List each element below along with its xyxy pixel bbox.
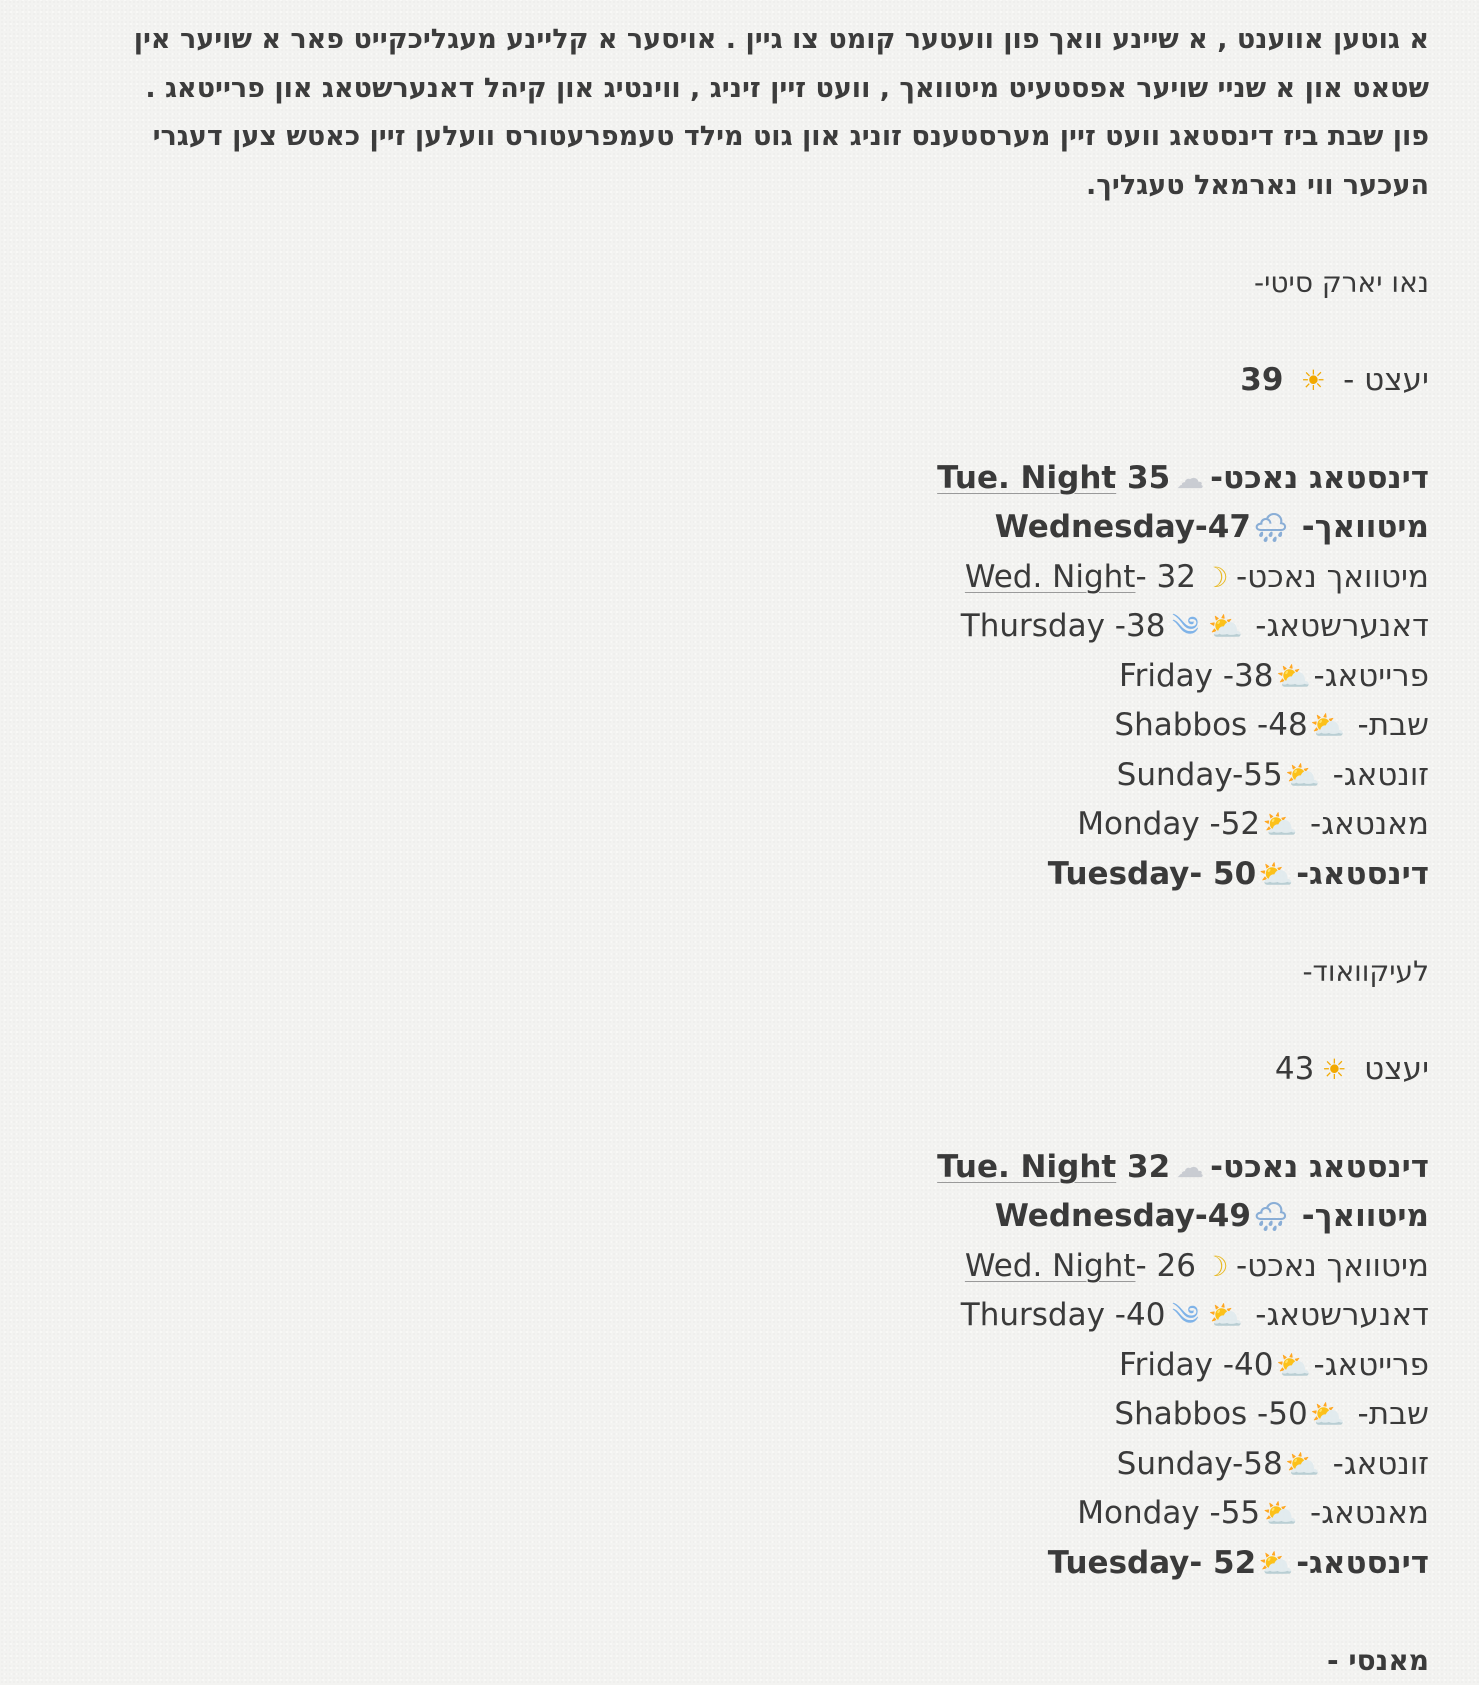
day-english: [937, 1149, 1170, 1185]
forecast-row: [109, 1539, 1429, 1589]
wind-icon: ༄: [1165, 603, 1205, 652]
day-english: [937, 460, 1170, 496]
partly-sunny-icon: ⛅: [1256, 851, 1296, 900]
spacer: [109, 405, 1429, 454]
day-english: Monday -52: [1077, 806, 1260, 842]
day-hebrew: דינסטאג נאכט-: [1210, 460, 1429, 496]
moon-icon: ☽: [1196, 554, 1236, 603]
now-label: יעצט -: [1333, 362, 1429, 398]
partly-sunny-icon: ⛅: [1205, 1292, 1245, 1341]
day-english: Sunday-58: [1117, 1446, 1283, 1482]
day-english: Wednesday-49: [995, 1198, 1251, 1234]
cloud-icon: ☁: [1170, 455, 1210, 504]
spacer: [109, 1588, 1429, 1637]
day-english-temp: 35: [1116, 460, 1170, 496]
day-hebrew: מיטוואך-: [1291, 509, 1429, 545]
sun-icon: ☀: [1314, 1046, 1354, 1095]
day-english: Friday -38: [1119, 658, 1273, 694]
day-hebrew: דאנערשטאג-: [1245, 608, 1429, 644]
day-hebrew: פרייטאג-: [1313, 1347, 1429, 1383]
rain-cloud-icon: 🌧: [1251, 1193, 1291, 1242]
partly-sunny-icon: ⛅: [1273, 653, 1313, 702]
day-english: [965, 559, 1196, 595]
moon-icon: ☽: [1196, 1243, 1236, 1292]
day-hebrew: דינסטאג-: [1296, 1545, 1429, 1581]
day-english-link[interactable]: Wed. Night: [965, 1248, 1136, 1284]
day-english-link[interactable]: Tue. Night: [937, 460, 1116, 496]
partly-sunny-icon: ⛅: [1256, 1540, 1296, 1589]
forecast-row: [109, 1143, 1429, 1193]
cloud-icon: ☁: [1170, 1144, 1210, 1193]
partly-sunny-icon: ⛅: [1308, 1391, 1348, 1440]
partly-sunny-icon: ⛅: [1308, 702, 1348, 751]
current-conditions: [109, 1045, 1429, 1095]
day-hebrew: מיטוואך נאכט-: [1236, 1248, 1429, 1284]
day-hebrew: מאנטאג-: [1300, 806, 1429, 842]
partly-sunny-icon: ⛅: [1260, 801, 1300, 850]
day-english: Sunday-55: [1117, 757, 1283, 793]
forecast-row: [109, 1192, 1429, 1242]
partly-sunny-icon: ⛅: [1283, 752, 1323, 801]
forecast-row: [109, 1390, 1429, 1440]
day-hebrew: דינסטאג נאכט-: [1210, 1149, 1429, 1185]
spacer: [109, 210, 1429, 259]
day-hebrew: שבת-: [1348, 1396, 1429, 1432]
spacer: [109, 307, 1429, 356]
day-english: Wednesday-47: [995, 509, 1251, 545]
now-temp: 43: [1275, 1051, 1314, 1087]
day-hebrew: שבת-: [1348, 707, 1429, 743]
day-hebrew: דינסטאג-: [1296, 856, 1429, 892]
wind-icon: ༄: [1165, 1292, 1205, 1341]
day-english: Tuesday- 50: [1048, 856, 1256, 892]
partly-sunny-icon: ⛅: [1205, 603, 1245, 652]
day-english: Monday -55: [1077, 1495, 1260, 1531]
forecast-row: [109, 751, 1429, 801]
day-english: Tuesday- 52: [1048, 1545, 1256, 1581]
note-body[interactable]: [109, 16, 1429, 1685]
now-label: יעצט: [1354, 1051, 1429, 1087]
city-heading-monsey: מאנסי -: [109, 1637, 1429, 1685]
forecast-row: [109, 1489, 1429, 1539]
partly-sunny-icon: ⛅: [1273, 1342, 1313, 1391]
partly-sunny-icon: ⛅: [1283, 1441, 1323, 1490]
day-hebrew: מאנטאג-: [1300, 1495, 1429, 1531]
forecast-row: [109, 454, 1429, 504]
city-heading: נאו יארק סיטי-: [109, 259, 1429, 308]
day-english: Shabbos -48: [1114, 707, 1307, 743]
forecast-section-lakewood: [109, 948, 1429, 1589]
forecast-row: [109, 652, 1429, 702]
partly-sunny-icon: ⛅: [1260, 1490, 1300, 1539]
day-hebrew: דאנערשטאג-: [1245, 1297, 1429, 1333]
forecast-row: [109, 602, 1429, 652]
forecast-row: [109, 850, 1429, 900]
day-hebrew: פרייטאג-: [1313, 658, 1429, 694]
spacer: [109, 996, 1429, 1045]
rain-cloud-icon: 🌧: [1251, 504, 1291, 553]
day-english: Thursday -40: [961, 1297, 1166, 1333]
forecast-row: [109, 1440, 1429, 1490]
forecast-row: [109, 1242, 1429, 1292]
forecast-section-nyc: [109, 259, 1429, 900]
day-hebrew: זונטאג-: [1323, 1446, 1429, 1482]
day-english-temp: - 26: [1135, 1248, 1196, 1284]
forecast-row: [109, 503, 1429, 553]
current-conditions: [109, 356, 1429, 406]
day-hebrew: מיטוואך נאכט-: [1236, 559, 1429, 595]
intro-paragraph: א גוטען אווענט , א שיינע וואך פון וועטער קומט צו גיין . אויסער א קליינע מעגליכקייט פאר א שויער אין שטאט און א שניי שויער אפסטעיט מיטוואך , וועט זיין זיניג , ווינטיג און קיהל דאנערשטאג און פרייטאג . פון שבת ביז דינסטאג וועט זיין מערסטענס זוניג און גוט מילד טעמפרעטורס וועלען זיין כאטש צען דעגרי העכער ווי נארמאל טעגליך.: [109, 16, 1429, 210]
forecast-row: [109, 800, 1429, 850]
spacer: [109, 1094, 1429, 1143]
day-english-temp: - 32: [1135, 559, 1196, 595]
day-english: Shabbos -50: [1114, 1396, 1307, 1432]
day-english-temp: 32: [1116, 1149, 1170, 1185]
sun-icon: ☀: [1293, 357, 1333, 406]
day-hebrew: מיטוואך-: [1291, 1198, 1429, 1234]
forecast-row: [109, 553, 1429, 603]
now-temp: 39: [1240, 362, 1283, 398]
day-english-link[interactable]: Tue. Night: [937, 1149, 1116, 1185]
day-english: [965, 1248, 1196, 1284]
city-heading: לעיקוואוד-: [109, 948, 1429, 997]
forecast-row: [109, 701, 1429, 751]
day-english: Thursday -38: [961, 608, 1166, 644]
day-hebrew: זונטאג-: [1323, 757, 1429, 793]
day-english-link[interactable]: Wed. Night: [965, 559, 1136, 595]
day-english: Friday -40: [1119, 1347, 1273, 1383]
forecast-row: [109, 1341, 1429, 1391]
forecast-row: [109, 1291, 1429, 1341]
spacer: [109, 899, 1429, 948]
